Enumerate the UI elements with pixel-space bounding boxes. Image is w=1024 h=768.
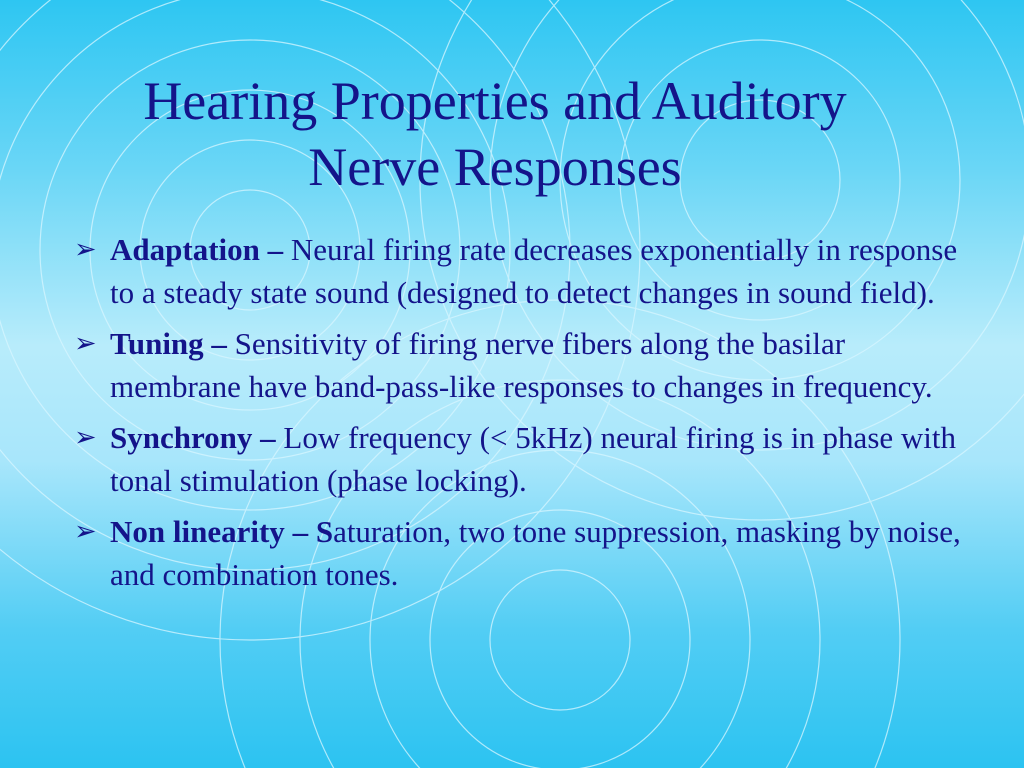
bullet-text: Sensitivity of firing nerve fibers along the basilar membrane have band-pass-like responses to changes in frequency. — [110, 326, 933, 404]
bullet-term: Tuning — [110, 326, 204, 361]
bullet-dash: – — [203, 326, 235, 361]
bullet-dash: – — [259, 232, 291, 267]
arrow-bullet-icon: ➢ — [74, 516, 97, 546]
bullet-non-linearity — [74, 510, 964, 596]
arrow-bullet-icon: ➢ — [74, 234, 97, 264]
bullet-term: Synchrony — [110, 420, 253, 455]
slide-title-line-2: Nerve Responses — [308, 137, 682, 197]
bullet-list — [74, 228, 964, 604]
bullet-text: aturation, two tone suppression, masking by noise, and combination tones. — [110, 514, 961, 592]
bullet-adaptation — [74, 228, 964, 314]
bullet-term: Adaptation — [110, 232, 260, 267]
bullet-text: Low frequency (< 5kHz) neural firing is in phase with tonal stimulation (phase locking). — [110, 420, 957, 498]
bullet-dash: – S — [284, 514, 334, 549]
bullet-text: Neural firing rate decreases exponentially in response to a steady state sound (designed to detect changes in sound field). — [110, 232, 958, 310]
bullet-tuning — [74, 322, 964, 408]
slide-title — [60, 68, 930, 200]
slide-title-line-1: Hearing Properties and Auditory — [143, 71, 847, 131]
arrow-bullet-icon: ➢ — [74, 328, 97, 358]
bullet-term: Non linearity — [110, 514, 285, 549]
arrow-bullet-icon: ➢ — [74, 422, 97, 452]
bullet-dash: – — [252, 420, 284, 455]
bullet-synchrony — [74, 416, 964, 502]
